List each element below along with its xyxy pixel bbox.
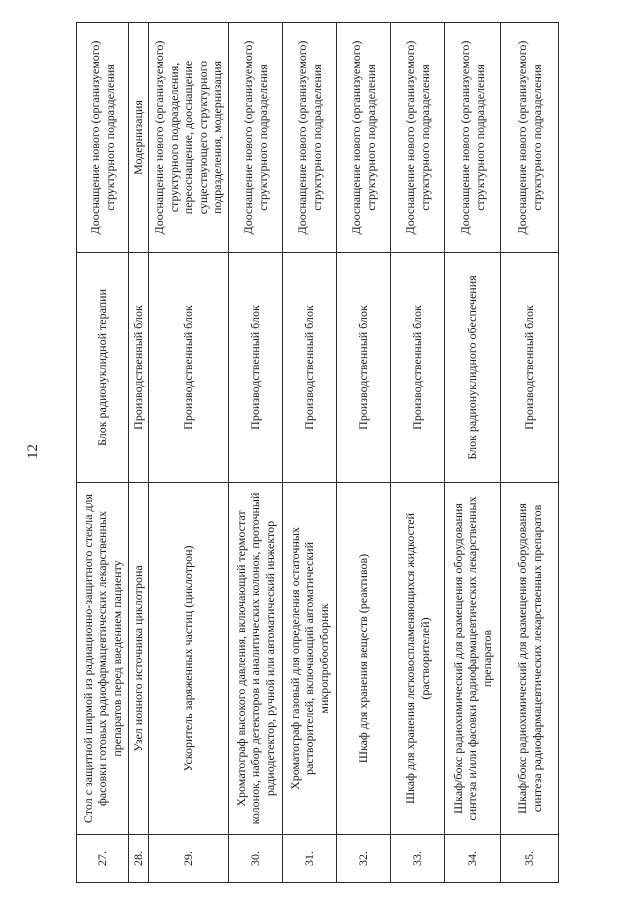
equipment-action: Модернизация [129, 23, 149, 253]
table-row [501, 23, 559, 883]
row-number: 32. [337, 835, 391, 883]
equipment-block: Производственный блок [129, 253, 149, 483]
equipment-name: Шкаф/бокс радиохимический для размещения оборудования синтеза радиофармацевтических лекарственных препаратов [501, 483, 559, 835]
equipment-action: Дооснащение нового (организуемого) структурного подразделения [77, 23, 129, 253]
equipment-action: Дооснащение нового (организуемого) структурного подразделения [283, 23, 337, 253]
table-row [149, 23, 229, 883]
equipment-name: Хроматограф высокого давления, включающий термостат колонок, набор детекторов и аналитических колонок, проточный радиодетектор, ручной или автоматический инжектор [229, 483, 283, 835]
equipment-name: Шкаф для хранения легковоспламеняющихся жидкостей (растворителей) [391, 483, 445, 835]
equipment-action: Дооснащение нового (организуемого) структурного подразделения [391, 23, 445, 253]
equipment-block: Производственный блок [391, 253, 445, 483]
equipment-name: Шкаф для хранения веществ (реактивов) [337, 483, 391, 835]
table-row [229, 23, 283, 883]
row-number: 34. [445, 835, 501, 883]
table-row [129, 23, 149, 883]
equipment-name: Ускоритель заряженных частиц (циклотрон) [149, 483, 229, 835]
row-number: 30. [229, 835, 283, 883]
table-row [337, 23, 391, 883]
table-row [283, 23, 337, 883]
equipment-block: Производственный блок [149, 253, 229, 483]
equipment-block: Производственный блок [229, 253, 283, 483]
equipment-block: Производственный блок [501, 253, 559, 483]
equipment-block: Блок радионуклидного обеспечения [445, 253, 501, 483]
row-number: 28. [129, 835, 149, 883]
equipment-table [76, 22, 559, 883]
equipment-block: Блок радионуклидной терапии [77, 253, 129, 483]
rotated-table-container [76, 23, 558, 883]
table-row [445, 23, 501, 883]
equipment-action: Дооснащение нового (организуемого) структурного подразделения, переоснащение, дооснащение существующего структурного подразделения, модернизация [149, 23, 229, 253]
page-number: 12 [25, 444, 41, 459]
table-row [391, 23, 445, 883]
row-number: 27. [77, 835, 129, 883]
table-row [77, 23, 129, 883]
row-number: 29. [149, 835, 229, 883]
row-number: 33. [391, 835, 445, 883]
equipment-block: Производственный блок [283, 253, 337, 483]
equipment-action: Дооснащение нового (организуемого) структурного подразделения [445, 23, 501, 253]
equipment-name: Хроматограф газовый для определения остаточных растворителей, включающий автоматический микропробоотборник [283, 483, 337, 835]
row-number: 31. [283, 835, 337, 883]
equipment-action: Дооснащение нового (организуемого) структурного подразделения [337, 23, 391, 253]
equipment-name: Стол с защитной ширмой из радиационно-защитного стекла для фасовки готовых радиофармацевтических лекарственных препаратов перед введением пациенту [77, 483, 129, 835]
equipment-action: Дооснащение нового (организуемого) структурного подразделения [501, 23, 559, 253]
row-number: 35. [501, 835, 559, 883]
equipment-name: Узел ионного источника циклотрона [129, 483, 149, 835]
equipment-action: Дооснащение нового (организуемого) структурного подразделения [229, 23, 283, 253]
equipment-name: Шкаф/бокс радиохимический для размещения оборудования синтеза и/или фасовки радиофармацевтических лекарственных препаратов [445, 483, 501, 835]
equipment-block: Производственный блок [337, 253, 391, 483]
